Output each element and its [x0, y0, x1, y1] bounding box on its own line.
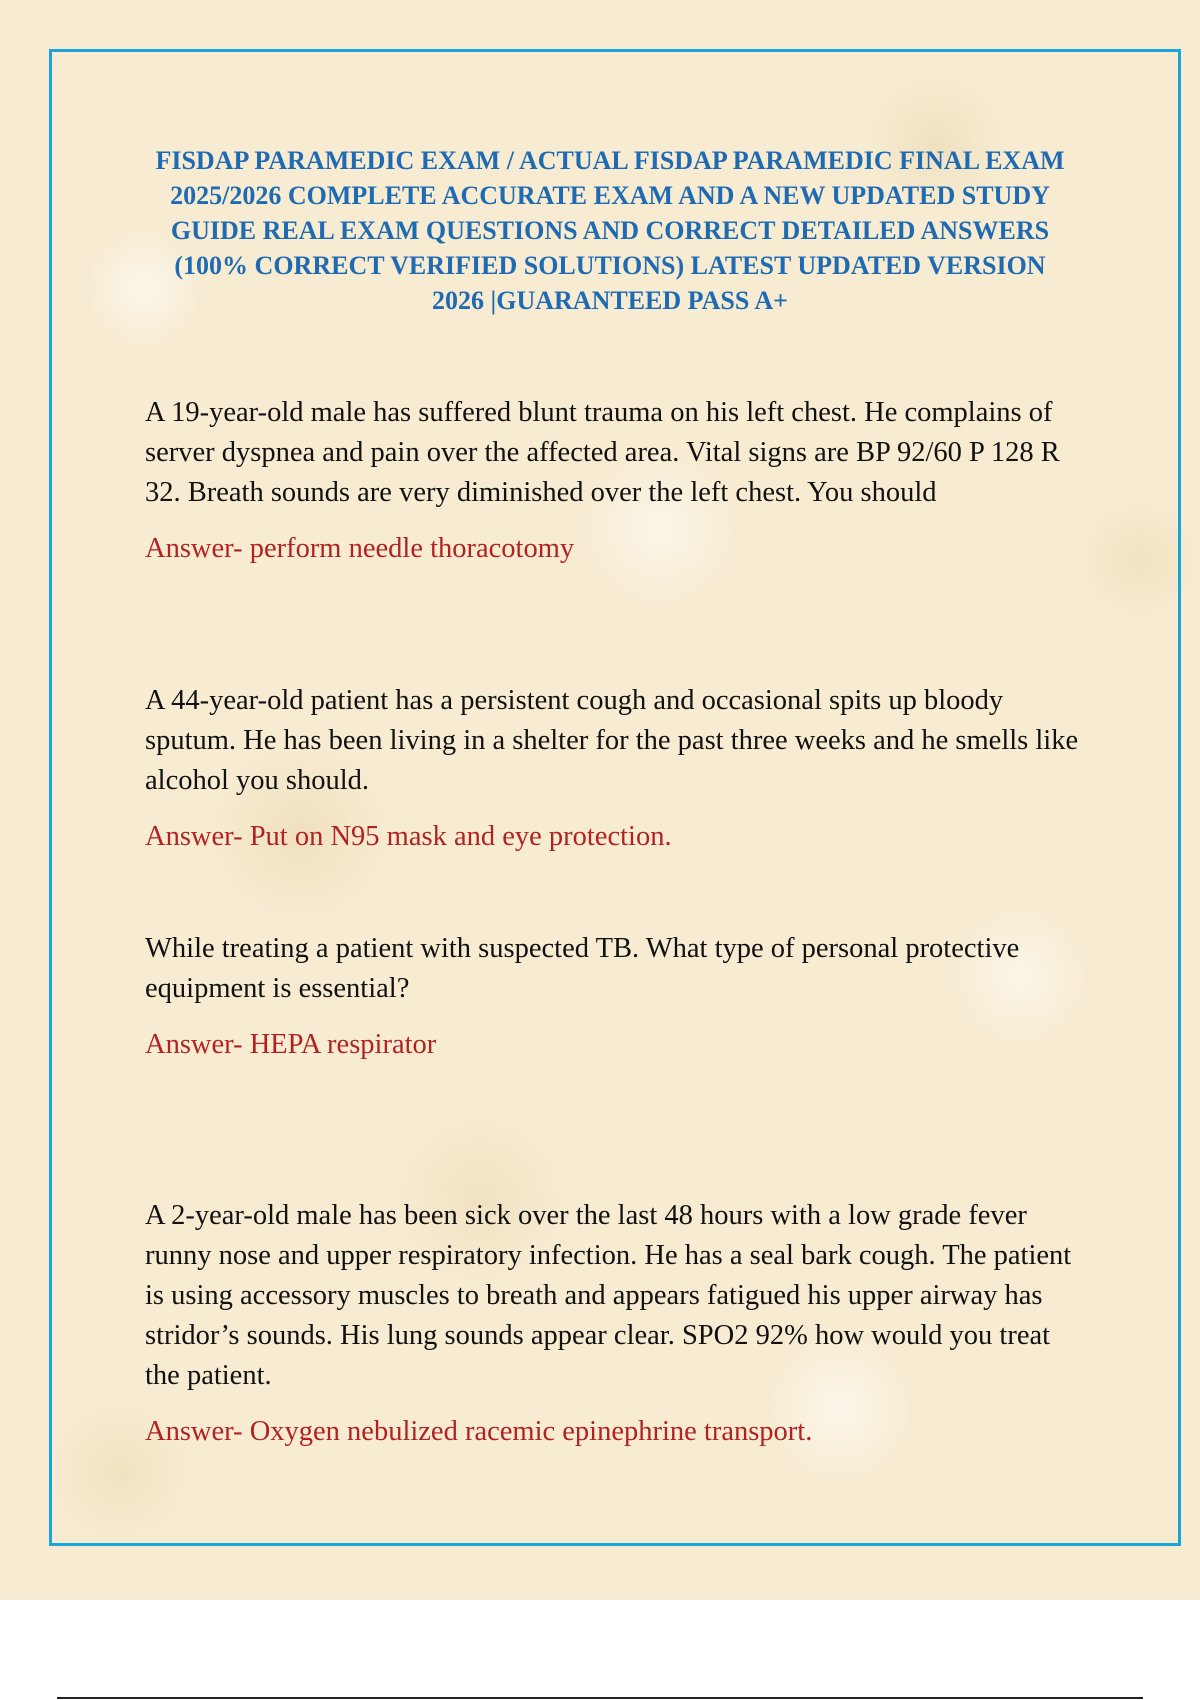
answer-text: Answer- Oxygen nebulized racemic epinephrine transport.	[145, 1416, 813, 1447]
question-text: A 19-year-old male has suffered blunt trauma on his left chest. He complains of server dyspnea and pain over the affected area. Vital signs are BP 92/60 P 128 R 32. Breath sounds are very diminished over the left chest. You should	[145, 397, 1060, 508]
answer-text: Answer- Put on N95 mask and eye protection.	[145, 821, 672, 852]
qa-item-2	[145, 681, 1090, 857]
answer-text: Answer- HEPA respirator	[145, 1029, 437, 1060]
answer-text: Answer- perform needle thoracotomy	[145, 533, 575, 564]
question-text: A 2-year-old male has been sick over the last 48 hours with a low grade fever runny nose and upper respiratory infection. He has a seal bark cough. The patient is using accessory muscles to breath and appears fatigued his upper airway has stridor’s sounds. His lung sounds appear clear. SPO2 92% how would you treat the patient.	[145, 1200, 1072, 1391]
qa-item-4	[145, 1196, 1090, 1452]
document-title: FISDAP PARAMEDIC EXAM / ACTUAL FISDAP PARAMEDIC FINAL EXAM 2025/2026 COMPLETE ACCURATE EXAM AND A NEW UPDATED STUDY GUIDE REAL EXAM QUESTIONS AND CORRECT DETAILED ANSWERS (100% CORRECT VERIFIED SOLUTIONS) LATEST UPDATED VERSION 2026 |GUARANTEED PASS A+	[155, 146, 1065, 315]
qa-item-1	[145, 393, 1090, 569]
question-text: While treating a patient with suspected TB. What type of personal protective equipment is essential?	[145, 933, 1020, 1004]
footer-divider	[57, 1697, 1143, 1699]
question-text: A 44-year-old patient has a persistent cough and occasional spits up bloody sputum. He has been living in a shelter for the past three weeks and he smells like alcohol you should.	[145, 685, 1079, 796]
qa-item-3	[145, 929, 1090, 1065]
